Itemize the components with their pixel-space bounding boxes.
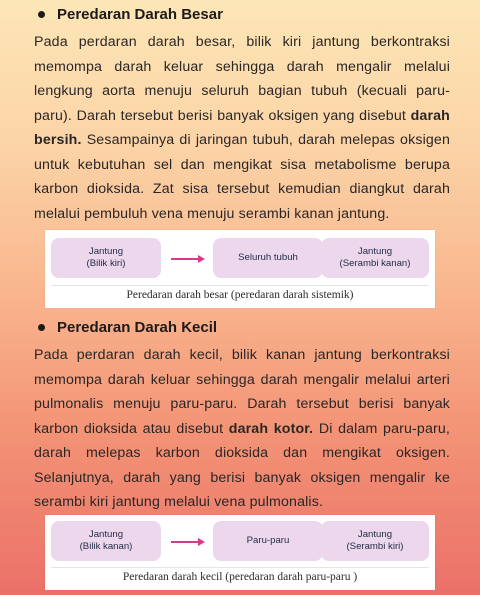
box-label: Jantung — [88, 529, 124, 540]
box-jantung-serambi-kiri — [321, 521, 429, 561]
diagram-divider — [51, 285, 429, 286]
box-seluruh-tubuh — [213, 238, 323, 278]
section-title-peredaran-darah-kecil — [38, 319, 217, 336]
box-label: Paru-paru — [246, 535, 290, 546]
diagram-caption: Peredaran darah besar (peredaran darah sistemik) — [126, 289, 354, 301]
paragraph-peredaran-darah-kecil — [34, 343, 450, 515]
box-sublabel: (Serambi kiri) — [346, 541, 404, 552]
section-title-text: Peredaran Darah Kecil — [57, 319, 218, 336]
arrow-right-icon — [171, 540, 205, 544]
diagram-peredaran-darah-kecil — [45, 515, 435, 590]
section-title-peredaran-darah-besar — [38, 6, 223, 23]
arrow-right-icon — [171, 257, 205, 261]
paragraph-text: Pada perdaran darah besar, bilik kiri jantung berkontraksi memompa darah keluar sehingga darah mengalir melalui lengkung aorta menuju seluruh bagian tubuh (kecuali paru-paru). Darah tersebut berisi banyak oksigen yang disebut — [34, 34, 450, 124]
box-jantung-bilik-kanan — [51, 521, 161, 561]
box-label: Jantung — [357, 529, 393, 540]
diagram-caption: Peredaran darah kecil (peredaran darah paru-paru ) — [122, 571, 358, 583]
box-label: Jantung — [88, 246, 124, 257]
section-title-text: Peredaran Darah Besar — [57, 6, 223, 23]
box-label: Jantung — [357, 246, 393, 257]
bullet-icon — [38, 324, 45, 331]
box-paru-paru — [213, 521, 323, 561]
bullet-icon — [38, 11, 45, 18]
bold-term-darah-kotor: darah kotor. — [228, 420, 314, 437]
paragraph-peredaran-darah-besar — [34, 30, 450, 226]
paragraph-text: Sesampainya di jaringan tubuh, darah melepas oksigen untuk kebutuhan sel dan mengikat sisa metabolisme berupa karbon dioksida. Zat sisa tersebut kemudian diangkut darah melalui pembuluh vena menuju serambi kanan jantung. — [34, 132, 450, 222]
paragraph-text: Di dalam paru-paru, darah melepas karbon dioksida dan mengikat oksigen. Selanjutnya, darah yang berisi banyak oksigen mengalir ke serambi kiri jantung melalui vena pulmonalis. — [34, 420, 450, 510]
box-sublabel: (Serambi kanan) — [339, 258, 411, 269]
box-sublabel: (Bilik kiri) — [86, 258, 126, 269]
bold-term-darah-bersih: darah bersih. — [34, 107, 450, 148]
diagram-divider — [51, 567, 429, 568]
diagram-peredaran-darah-besar — [45, 230, 435, 308]
box-jantung-bilik-kiri — [51, 238, 161, 278]
box-sublabel: (Bilik kanan) — [79, 541, 133, 552]
box-label: Seluruh tubuh — [238, 252, 298, 263]
box-jantung-serambi-kanan — [321, 238, 429, 278]
paragraph-text: Pada perdaran darah kecil, bilik kanan jantung berkontraksi memompa darah keluar sehingga darah mengalir melalui arteri pulmonalis menuju paru-paru. Darah tersebut berisi banyak karbon dioksida atau disebut — [34, 347, 450, 437]
